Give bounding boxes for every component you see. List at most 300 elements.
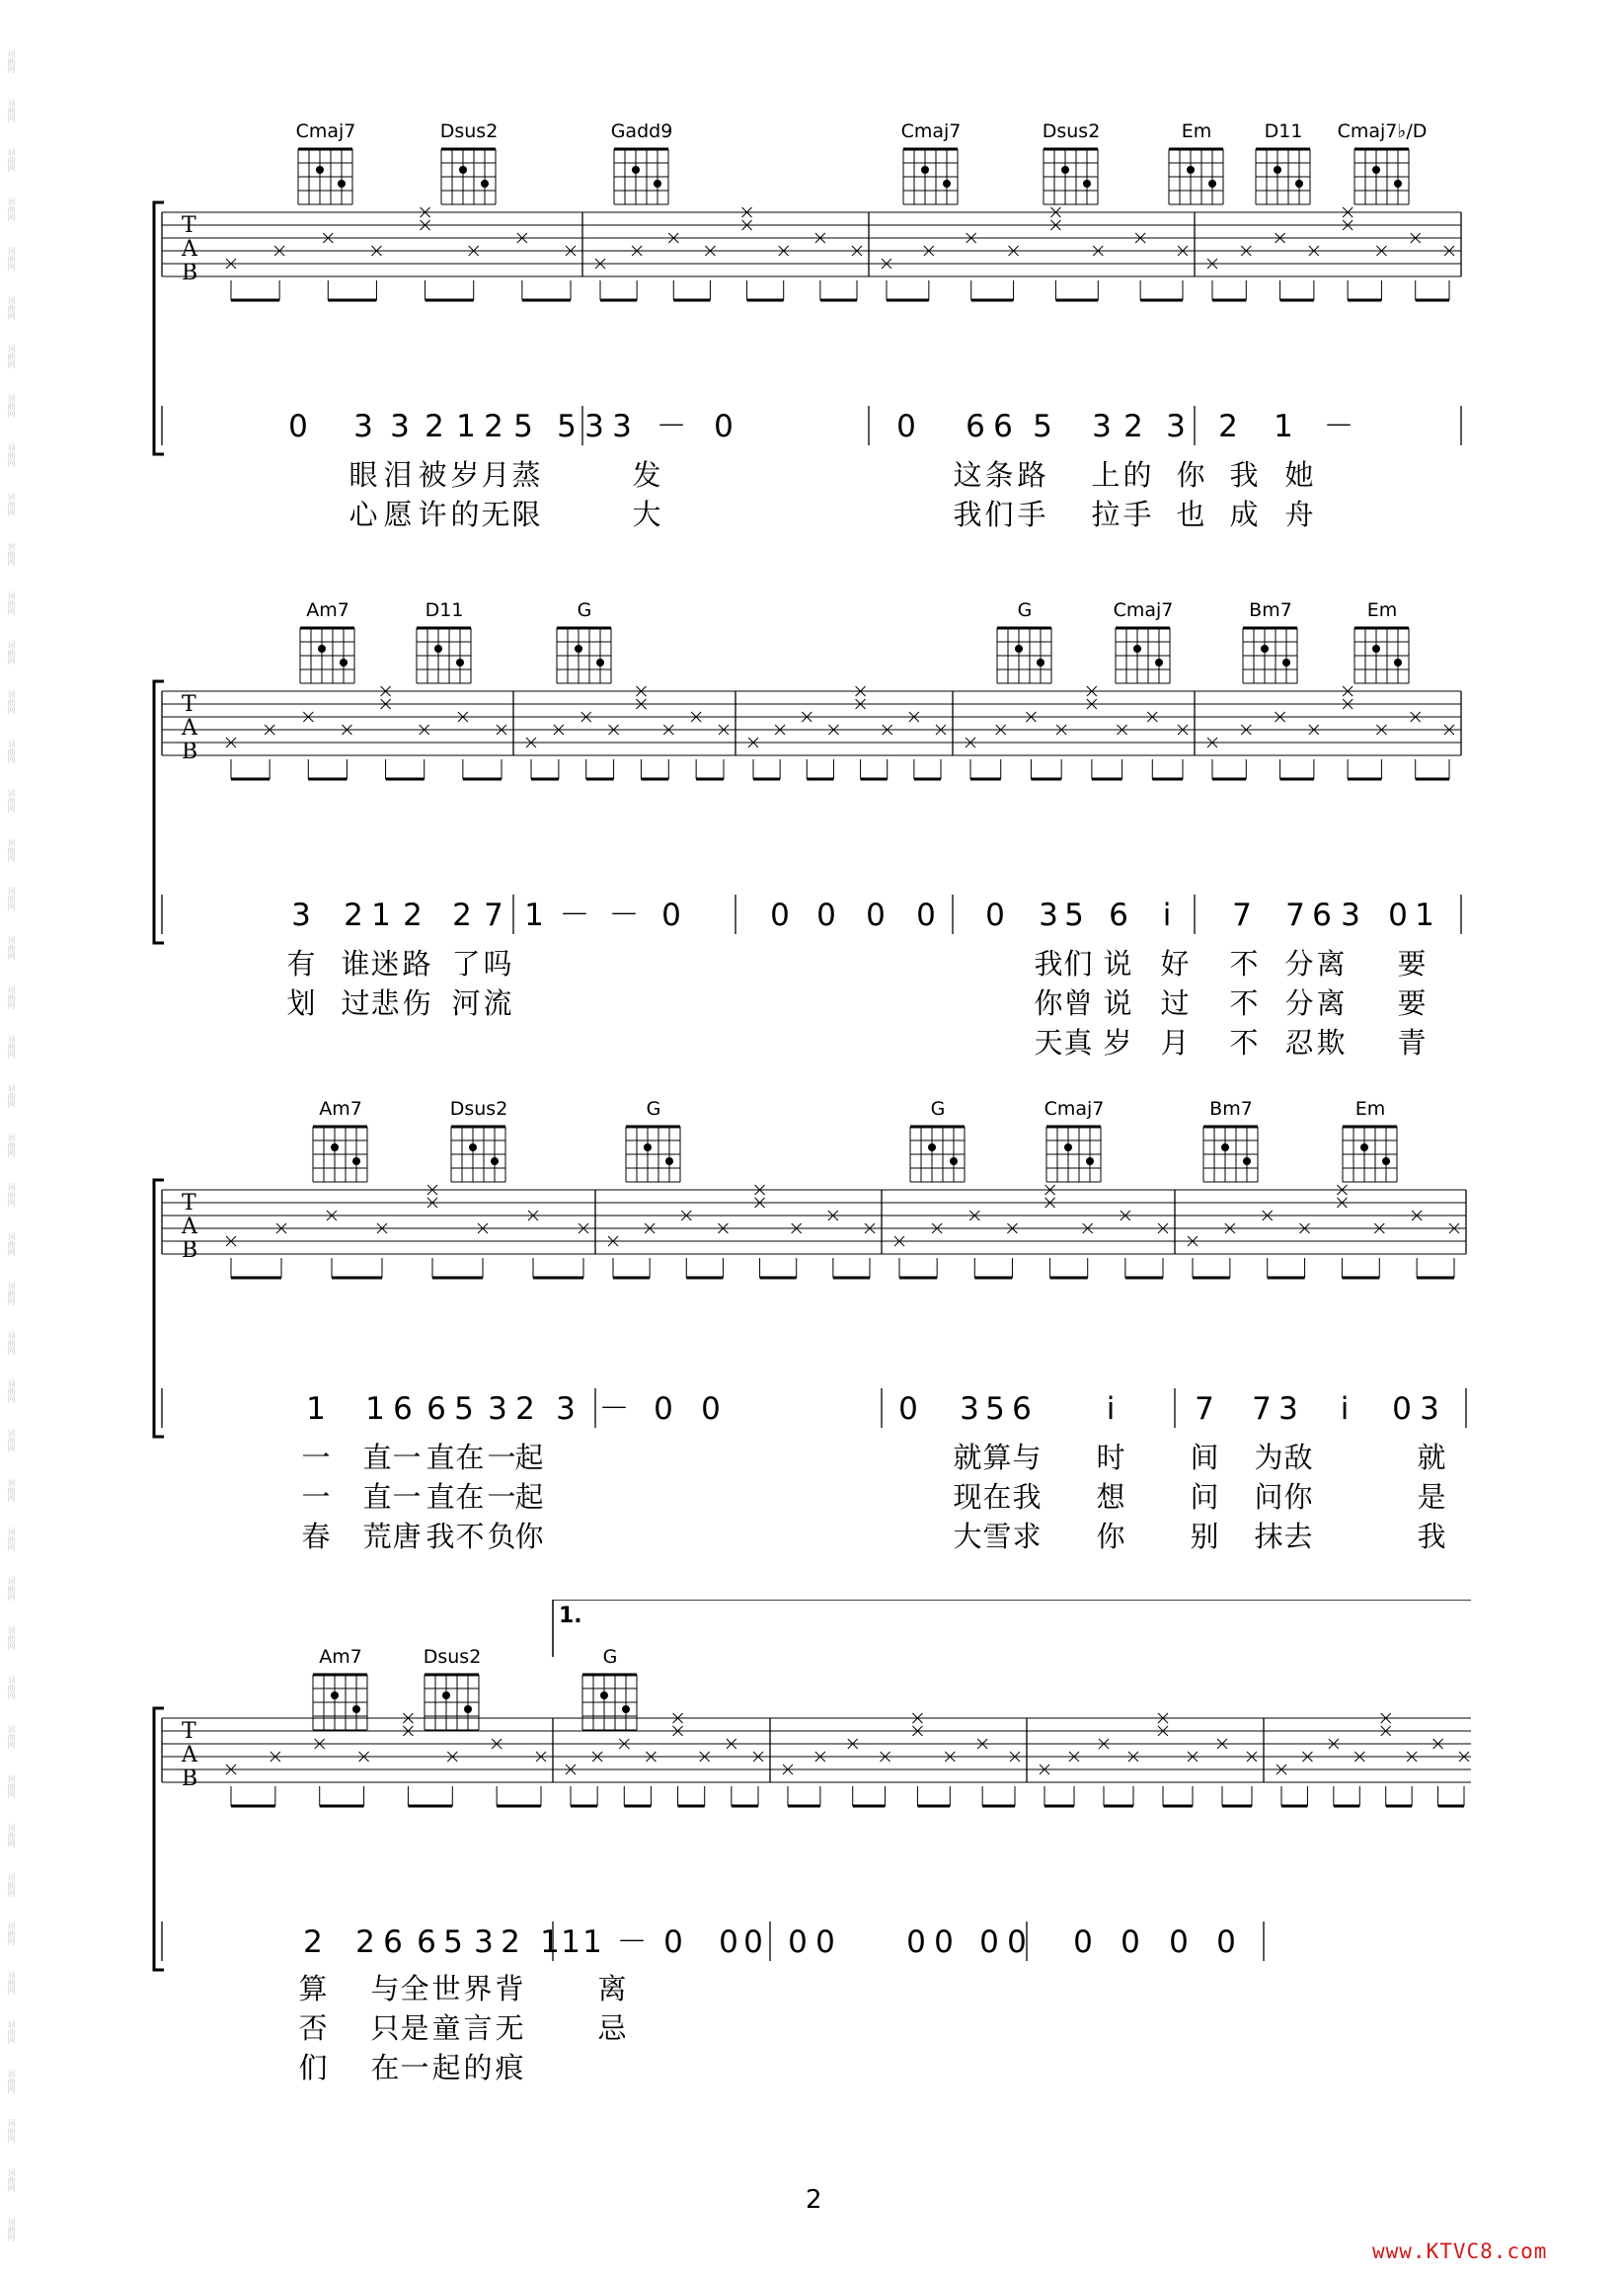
score-system-3: [148, 1091, 1471, 1553]
jianpu-note: 6: [393, 1391, 413, 1427]
chord-name: Cmaj7: [1044, 1098, 1105, 1120]
jianpu-note: 2: [355, 1924, 375, 1960]
jianpu-note: 1: [365, 1391, 385, 1427]
tab-clef-letter: B: [182, 1766, 198, 1791]
jianpu-note: 2: [484, 409, 503, 444]
chord-diagram: [425, 1675, 479, 1730]
score-graphics: [148, 114, 1471, 492]
lyric-char: 在: [370, 2051, 400, 2084]
margin-watermark-text: 词曲网: [7, 985, 16, 1010]
lyric-char: 一: [392, 1441, 422, 1474]
jianpu-note: 1: [582, 1924, 602, 1960]
lyric-char: 你: [1283, 1480, 1313, 1514]
chord-name: Cmaj7♭/D: [1337, 120, 1428, 142]
jianpu-note: 0: [916, 898, 936, 933]
chord-finger-dot: [1261, 645, 1269, 653]
chord-finger-dot: [1360, 1143, 1368, 1151]
chord-finger-dot: [632, 166, 640, 174]
jianpu-note: －: [559, 898, 590, 933]
chord-diagram: [1116, 628, 1170, 683]
chord-diagram: [417, 628, 471, 683]
jianpu-note: 3: [1166, 409, 1186, 444]
lyric-char: 是: [1417, 1480, 1446, 1514]
lyric-char: 真: [1063, 1026, 1093, 1060]
lyric-char: 与: [1012, 1441, 1042, 1474]
margin-watermark-text: 词曲网: [7, 1133, 16, 1157]
chord-finger-dot: [921, 166, 929, 174]
lyric-char: 的: [463, 2051, 493, 2084]
jianpu-note: 5: [1033, 409, 1052, 444]
chord-name: Bm7: [1209, 1098, 1253, 1120]
jianpu-note: 7: [1285, 898, 1305, 933]
jianpu-note: i: [1340, 1391, 1350, 1427]
margin-watermark-text: 词曲网: [7, 590, 16, 615]
jianpu-note: 0: [770, 898, 790, 933]
chord-finger-dot: [338, 180, 346, 188]
volta-ending-label: 1.: [559, 1604, 582, 1628]
margin-watermark-text: 词曲网: [7, 1823, 16, 1847]
lyric-char: 岁: [1103, 1026, 1132, 1060]
chord-finger-dot: [665, 1157, 673, 1165]
lyric-char: 拉: [1091, 498, 1121, 531]
jianpu-note: 1: [524, 898, 544, 933]
lyric-char: 曾: [1063, 986, 1093, 1020]
lyric-char: 雪: [982, 1520, 1012, 1553]
lyric-char: 在: [982, 1480, 1012, 1514]
jianpu-note: 6: [1109, 898, 1128, 933]
lyric-char: 说: [1103, 947, 1132, 981]
jianpu-note: 0: [934, 1924, 954, 1960]
chord-name: Am7: [319, 1098, 362, 1120]
lyric-char: 大: [632, 498, 661, 531]
lyric-char: 想: [1096, 1480, 1125, 1514]
lyric-char: 无: [481, 498, 510, 531]
lyric-char: 分: [1284, 947, 1314, 981]
lyric-char: 你: [1034, 986, 1063, 1020]
chord-finger-dot: [481, 180, 489, 188]
score-system-4: [148, 1600, 1471, 2093]
chord-diagram: [626, 1127, 680, 1182]
margin-watermark-text: 词曲网: [7, 2119, 16, 2144]
jianpu-note: 0: [1169, 1924, 1189, 1960]
jianpu-note: 0: [719, 1924, 738, 1960]
lyric-char: 敌: [1283, 1441, 1313, 1474]
lyric-char: 们: [298, 2051, 328, 2084]
jianpu-note: 0: [1073, 1924, 1093, 1960]
jianpu-note: 5: [443, 1924, 463, 1960]
chord-name: Em: [1181, 120, 1212, 142]
jianpu-note: 0: [1388, 898, 1408, 933]
jianpu-note: 1: [1274, 409, 1293, 444]
lyric-char: 她: [1284, 458, 1314, 492]
lyric-char: 我: [1012, 1480, 1042, 1514]
chord-diagram: [451, 1127, 505, 1182]
chord-finger-dot: [464, 1705, 472, 1713]
jianpu-note: 3: [488, 1391, 507, 1427]
lyric-char: 去: [1283, 1520, 1313, 1553]
chord-finger-dot: [1187, 166, 1195, 174]
jianpu-note: 5: [985, 1391, 1005, 1427]
chord-finger-dot: [1083, 180, 1091, 188]
lyric-char: 你: [1176, 458, 1205, 492]
chord-name: D11: [425, 599, 464, 621]
lyric-char: 的: [450, 498, 480, 531]
jianpu-note: 3: [1092, 409, 1112, 444]
lyric-char: 你: [514, 1520, 544, 1553]
chord-finger-dot: [434, 645, 442, 653]
margin-watermark-text: 词曲网: [7, 1281, 16, 1305]
lyric-char: 一: [400, 2051, 429, 2084]
chord-finger-dot: [1382, 1157, 1390, 1165]
tab-clef-letter: T: [182, 1191, 196, 1216]
chord-name: G: [930, 1098, 946, 1120]
jianpu-note: －: [608, 898, 640, 933]
lyric-char: 唐: [392, 1520, 422, 1553]
jianpu-note: 7: [1252, 1391, 1272, 1427]
lyric-char: 了: [451, 947, 481, 981]
margin-watermark-text: 词曲网: [7, 2070, 16, 2094]
chord-diagram: [910, 1127, 965, 1182]
lyric-char: 我: [1034, 947, 1063, 981]
jianpu-note: 2: [403, 898, 423, 933]
jianpu-note: 7: [1232, 898, 1252, 933]
lyric-char: 春: [301, 1520, 331, 1553]
jianpu-note: 2: [515, 1391, 535, 1427]
margin-watermark-text: 词曲网: [7, 542, 16, 567]
chord-diagram: [313, 1127, 367, 1182]
jianpu-note: 2: [452, 898, 472, 933]
chord-finger-dot: [331, 1691, 339, 1699]
jianpu-note: 6: [1312, 898, 1332, 933]
margin-watermark-text: 词曲网: [7, 1478, 16, 1503]
jianpu-note: 6: [993, 409, 1013, 444]
chord-finger-dot: [1086, 1157, 1094, 1165]
lyric-char: 手: [1017, 498, 1046, 531]
chord-name: Gadd9: [610, 120, 673, 142]
jianpu-note: 1: [306, 1391, 326, 1427]
lyric-char: 也: [1176, 498, 1205, 531]
jianpu-note: 0: [815, 1924, 835, 1960]
chord-finger-dot: [950, 1157, 958, 1165]
chord-finger-dot: [1394, 659, 1402, 667]
margin-watermark-text: 词曲网: [7, 1528, 16, 1552]
chord-finger-dot: [1243, 1157, 1251, 1165]
jianpu-note: 0: [788, 1924, 808, 1960]
tab-clef-letter: T: [182, 1719, 196, 1744]
lyric-char: 抹: [1254, 1520, 1283, 1553]
chord-finger-dot: [1208, 180, 1216, 188]
lyric-char: 们: [1063, 947, 1093, 981]
lyric-char: 痕: [495, 2051, 524, 2084]
chord-finger-dot: [1274, 166, 1281, 174]
lyric-char: 世: [431, 1972, 461, 2005]
jianpu-note: 3: [1278, 1391, 1298, 1427]
jianpu-note: 7: [484, 898, 503, 933]
lyric-char: 愿: [383, 498, 413, 531]
jianpu-note: 3: [1039, 898, 1058, 933]
jianpu-note: 6: [383, 1924, 403, 1960]
jianpu-note: 2: [501, 1924, 520, 1960]
chord-finger-dot: [1372, 166, 1380, 174]
tab-clef-letter: A: [182, 716, 197, 741]
jianpu-note: 0: [1392, 1391, 1412, 1427]
jianpu-note: 0: [898, 1391, 918, 1427]
chord-name: Dsus2: [449, 1098, 508, 1120]
jianpu-note: 6: [417, 1924, 436, 1960]
chord-name: Em: [1354, 1098, 1386, 1120]
lyric-char: 谁: [341, 947, 370, 981]
jianpu-note: 0: [714, 409, 734, 444]
chord-finger-dot: [352, 1157, 360, 1165]
lyric-char: 们: [984, 498, 1014, 531]
lyric-char: 无: [495, 2011, 524, 2045]
lyric-char: 划: [286, 986, 316, 1020]
lyric-char: 不: [455, 1520, 485, 1553]
chord-name: Em: [1366, 599, 1398, 621]
lyric-char: 月: [1160, 1026, 1190, 1060]
lyric-char: 我: [1417, 1520, 1446, 1553]
chord-finger-dot: [622, 1705, 630, 1713]
jianpu-note: 5: [513, 409, 533, 444]
lyric-char: 间: [1190, 1441, 1219, 1474]
chord-finger-dot: [928, 1143, 936, 1151]
lyric-char: 一: [301, 1441, 331, 1474]
chord-finger-dot: [352, 1705, 360, 1713]
lyric-char: 直: [362, 1441, 392, 1474]
lyric-char: 你: [1096, 1520, 1125, 1553]
lyric-char: 负: [487, 1520, 516, 1553]
lyric-char: 一: [487, 1480, 516, 1514]
lyric-char: 不: [1229, 986, 1259, 1020]
margin-watermark-text: 词曲网: [7, 98, 16, 122]
lyric-char: 时: [1096, 1441, 1125, 1474]
chord-name: Cmaj7: [1113, 599, 1174, 621]
chord-name: G: [602, 1646, 618, 1668]
lyric-char: 一: [392, 1480, 422, 1514]
lyric-char: 伤: [402, 986, 431, 1020]
chord-name: G: [646, 1098, 661, 1120]
jianpu-note: i: [1162, 898, 1172, 933]
jianpu-note: 2: [1123, 409, 1143, 444]
margin-watermark-text: 词曲网: [7, 1773, 16, 1798]
lyric-char: 离: [1316, 986, 1346, 1020]
jianpu-note: 6: [426, 1391, 446, 1427]
jianpu-note: 1: [561, 1924, 580, 1960]
lyric-char: 岁: [450, 458, 480, 492]
lyric-char: 月: [481, 458, 510, 492]
score-graphics: [148, 1600, 1471, 2093]
lyric-char: 界: [463, 1972, 493, 2005]
jianpu-note: 3: [1341, 898, 1360, 933]
chord-diagram: [441, 149, 496, 204]
score-system-1: [148, 114, 1471, 531]
tab-clef-letter: B: [182, 261, 198, 285]
lyric-char: 天: [1034, 1026, 1063, 1060]
lyric-char: 算: [982, 1441, 1012, 1474]
lyric-char: 起: [514, 1441, 544, 1474]
lyric-char: 青: [1397, 1026, 1427, 1060]
chord-finger-dot: [456, 659, 464, 667]
chord-finger-dot: [340, 659, 348, 667]
margin-watermark-text: 词曲网: [7, 1182, 16, 1207]
jianpu-note: 0: [654, 1391, 673, 1427]
lyric-char: 不: [1229, 947, 1259, 981]
site-watermark: www.KTVC8.com: [1372, 2239, 1548, 2263]
lyric-char: 直: [362, 1480, 392, 1514]
chord-diagram: [313, 1675, 367, 1730]
lyric-char: 被: [418, 458, 447, 492]
lyric-char: 眼: [348, 458, 378, 492]
jianpu-note: 0: [661, 898, 681, 933]
lyric-char: 算: [298, 1972, 328, 2005]
tab-clef-letter: T: [182, 692, 196, 717]
jianpu-note: －: [616, 1924, 648, 1960]
chord-finger-dot: [316, 166, 324, 174]
chord-diagram: [1354, 149, 1409, 204]
chord-diagram: [557, 628, 611, 683]
score-system-2: [148, 592, 1471, 1060]
lyric-char: 全: [400, 1972, 429, 2005]
jianpu-note: 2: [303, 1924, 323, 1960]
jianpu-note: 3: [1420, 1391, 1439, 1427]
lyric-char: 要: [1397, 986, 1427, 1020]
chord-finger-dot: [1064, 1143, 1072, 1151]
jianpu-note: 0: [701, 1391, 721, 1427]
lyric-char: 舟: [1284, 498, 1314, 531]
lyric-char: 与: [370, 1972, 400, 2005]
margin-watermark-text: 词曲网: [7, 49, 16, 73]
margin-watermark-text: 词曲网: [7, 443, 16, 468]
margin-watermark-text: 词曲网: [7, 295, 16, 320]
chord-finger-dot: [469, 1143, 477, 1151]
jianpu-note: i: [1106, 1391, 1116, 1427]
margin-watermark-text: 词曲网: [7, 1330, 16, 1355]
lyric-char: 迷: [370, 947, 400, 981]
chord-name: Dsus2: [1042, 120, 1101, 142]
jianpu-note: －: [598, 1391, 630, 1427]
chord-finger-dot: [1061, 166, 1069, 174]
jianpu-note: 6: [1012, 1391, 1032, 1427]
chord-name: G: [1017, 599, 1033, 621]
margin-watermark-text: 词曲网: [7, 1922, 16, 1946]
lyric-char: 要: [1397, 947, 1427, 981]
jianpu-note: 0: [906, 1924, 926, 1960]
lyric-char: 别: [1190, 1520, 1219, 1553]
chord-finger-dot: [1394, 180, 1402, 188]
chord-finger-dot: [1372, 645, 1380, 653]
lyric-char: 许: [418, 498, 447, 531]
lyric-char: 只: [370, 2011, 400, 2045]
jianpu-note: 2: [344, 898, 363, 933]
margin-watermark-text: 词曲网: [7, 887, 16, 911]
margin-watermark-text: 词曲网: [7, 246, 16, 271]
lyric-char: 就: [953, 1441, 982, 1474]
chord-finger-dot: [1221, 1143, 1229, 1151]
margin-watermark-text: 词曲网: [7, 493, 16, 517]
lyric-char: 说: [1103, 986, 1132, 1020]
lyric-char: 河: [451, 986, 481, 1020]
margin-watermark: [4, 49, 16, 2241]
lyric-char: 的: [1122, 458, 1152, 492]
jianpu-note: －: [1323, 409, 1354, 444]
margin-watermark-text: 词曲网: [7, 394, 16, 419]
chord-name: Cmaj7: [295, 120, 356, 142]
tab-clef-letter: A: [182, 1215, 197, 1239]
chord-finger-dot: [943, 180, 951, 188]
tab-clef-letter: B: [182, 1238, 198, 1263]
chord-finger-dot: [1282, 659, 1290, 667]
lyric-char: 问: [1254, 1480, 1283, 1514]
tab-clef-letter: T: [182, 213, 196, 238]
tab-clef-letter: A: [182, 237, 197, 262]
margin-watermark-text: 词曲网: [7, 1084, 16, 1109]
margin-watermark-text: 词曲网: [7, 689, 16, 714]
chord-finger-dot: [644, 1143, 652, 1151]
jianpu-note: 3: [291, 898, 311, 933]
margin-watermark-text: 词曲网: [7, 837, 16, 862]
lyric-char: 一: [487, 1441, 516, 1474]
chord-finger-dot: [1037, 659, 1044, 667]
jianpu-note: 0: [1121, 1924, 1140, 1960]
chord-finger-dot: [1155, 659, 1163, 667]
jianpu-note: 5: [454, 1391, 474, 1427]
lyric-char: 过: [341, 986, 370, 1020]
jianpu-note: 5: [557, 409, 577, 444]
lyric-char: 现: [953, 1480, 982, 1514]
lyric-char: 限: [511, 498, 541, 531]
jianpu-note: 3: [474, 1924, 494, 1960]
lyric-char: 蒸: [511, 458, 541, 492]
chord-diagram: [298, 149, 352, 204]
lyric-char: 在: [455, 1441, 485, 1474]
lyric-char: 否: [298, 2011, 328, 2045]
lyric-char: 我: [1229, 458, 1259, 492]
margin-watermark-text: 词曲网: [7, 1626, 16, 1650]
margin-watermark-text: 词曲网: [7, 2020, 16, 2045]
chord-finger-dot: [459, 166, 467, 174]
lyric-char: 条: [984, 458, 1014, 492]
jianpu-note: 5: [1064, 898, 1084, 933]
lyric-char: 过: [1160, 986, 1190, 1020]
lyric-char: 分: [1284, 986, 1314, 1020]
jianpu-note: 3: [390, 409, 410, 444]
chord-diagram: [1203, 1127, 1258, 1182]
lyric-char: 在: [455, 1480, 485, 1514]
chord-name: D11: [1264, 120, 1303, 142]
chord-name: Am7: [306, 599, 349, 621]
lyric-char: 忌: [597, 2011, 627, 2045]
chord-diagram: [1046, 1127, 1101, 1182]
margin-watermark-text: 词曲网: [7, 640, 16, 665]
jianpu-note: 0: [985, 898, 1005, 933]
margin-watermark-text: 词曲网: [7, 147, 16, 172]
chord-name: Am7: [319, 1646, 362, 1668]
jianpu-note: 0: [663, 1924, 683, 1960]
lyric-char: 背: [495, 1972, 524, 2005]
lyric-char: 一: [301, 1480, 331, 1514]
chord-finger-dot: [1295, 180, 1303, 188]
chord-diagram: [997, 628, 1051, 683]
chord-name: Dsus2: [439, 120, 499, 142]
lyric-char: 上: [1091, 458, 1121, 492]
margin-watermark-text: 词曲网: [7, 2167, 16, 2192]
chord-finger-dot: [318, 645, 326, 653]
lyric-char: 大: [953, 1520, 982, 1553]
margin-watermark-text: 词曲网: [7, 1577, 16, 1602]
lyric-char: 路: [402, 947, 431, 981]
lyric-char: 欺: [1316, 1026, 1346, 1060]
lyric-char: 泪: [383, 458, 413, 492]
